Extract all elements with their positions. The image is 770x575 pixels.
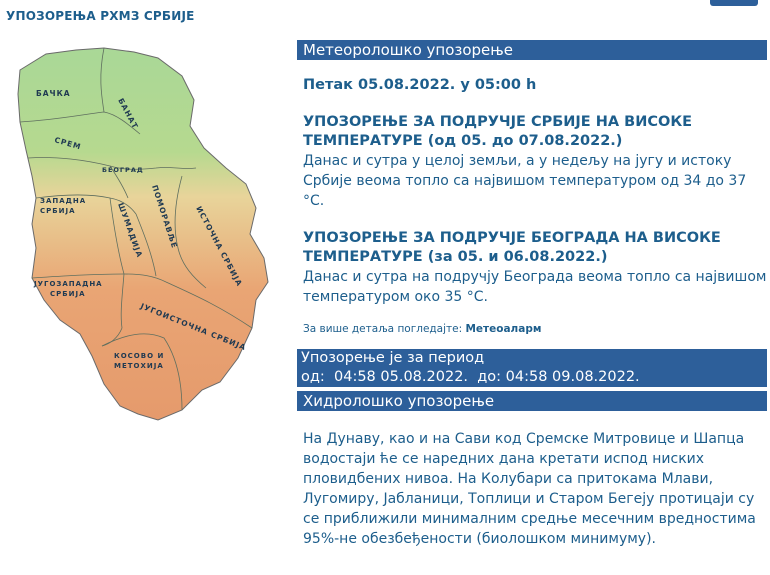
- map-label-istocna: ИСТОЧНА СРБИЈА: [194, 204, 245, 289]
- warning2-text: Данас и сутра на подручју Београда веома топло са највишом температуром око 35 °C.: [303, 269, 767, 305]
- map-label-pomoravlje: ПОМОРАВЉЕ: [150, 183, 180, 250]
- map-label-banat: БАНАТ: [116, 96, 141, 131]
- meteo-header: Метеоролошко упозорење: [297, 40, 767, 60]
- map-label-beograd: БЕОГРАД: [102, 166, 144, 174]
- warning-date: Петак 05.08.2022. у 05:00 h: [303, 77, 537, 93]
- hydro-text: На Дунаву, као и на Сави код Сремске Митровице и Шапца водостаји ће се наредних дана кретати испод ниских пловидбених нивоа. На Колубари са притокама Млави, Лугомиру, Јабланици, Топлици и Старом Бегеју протицаји су се приближили минималним средње месечним вредностима 95%-не обезбеђености (биолошком минимуму).: [303, 431, 756, 547]
- period-label: Упозорење је за период: [301, 350, 485, 366]
- map-label-zapadna-line: ЗАПАДНА: [40, 197, 87, 205]
- warning1-text: Данас и сутра у целој земљи, а у недељу на југу и истоку Србије веома топло са највишом температуром од 34 до 37 °C.: [303, 153, 747, 209]
- meteoalarm-link[interactable]: Метеоаларм: [465, 323, 542, 335]
- serbia-map-svg[interactable]: [6, 38, 296, 428]
- more-details-prefix: За више детаља погледајте:: [303, 323, 466, 335]
- period-box: [297, 349, 767, 387]
- period-range: од: 04:58 05.08.2022. до: 04:58 09.08.2022.: [301, 369, 640, 385]
- map-label-jugoistocna: ЈУГОИСТОЧНА СРБИЈА: [139, 301, 248, 353]
- page-title: УПОЗОРЕЊА РХМЗ СРБИЈЕ: [6, 9, 195, 23]
- more-details: [303, 323, 767, 335]
- warning1-title: УПОЗОРЕЊЕ ЗА ПОДРУЧЈЕ СРБИЈЕ НА ВИСОКЕ ТЕМПЕРАТУРЕ (од 05. до 07.08.2022.): [303, 114, 693, 149]
- map-label-kosovo-line2: МЕТОХИЈА: [114, 362, 164, 370]
- map-label-kosovo-line: КОСОВО И: [114, 352, 165, 360]
- map-label-sumadija: ШУМАДИЈА: [116, 201, 145, 260]
- warning2-title: УПОЗОРЕЊЕ ЗА ПОДРУЧЈЕ БЕОГРАДА НА ВИСОКЕ ТЕМПЕРАТУРЕ (за 05. и 06.08.2022.): [303, 230, 721, 265]
- map-label-srem: СРЕМ: [53, 135, 83, 152]
- map-label-backa: БАЧКА: [36, 89, 71, 98]
- hydro-header: Хидролошко упозорење: [297, 391, 767, 411]
- corner-tab[interactable]: [710, 0, 758, 6]
- serbia-map[interactable]: [6, 38, 296, 428]
- warnings-panel: [297, 40, 767, 549]
- map-label-jugozapadna-line2: СРБИЈА: [50, 290, 86, 298]
- map-label-jugozapadna-line: ЈУГОЗАПАДНА: [34, 280, 103, 288]
- map-label-zapadna-line2: СРБИЈА: [40, 207, 76, 215]
